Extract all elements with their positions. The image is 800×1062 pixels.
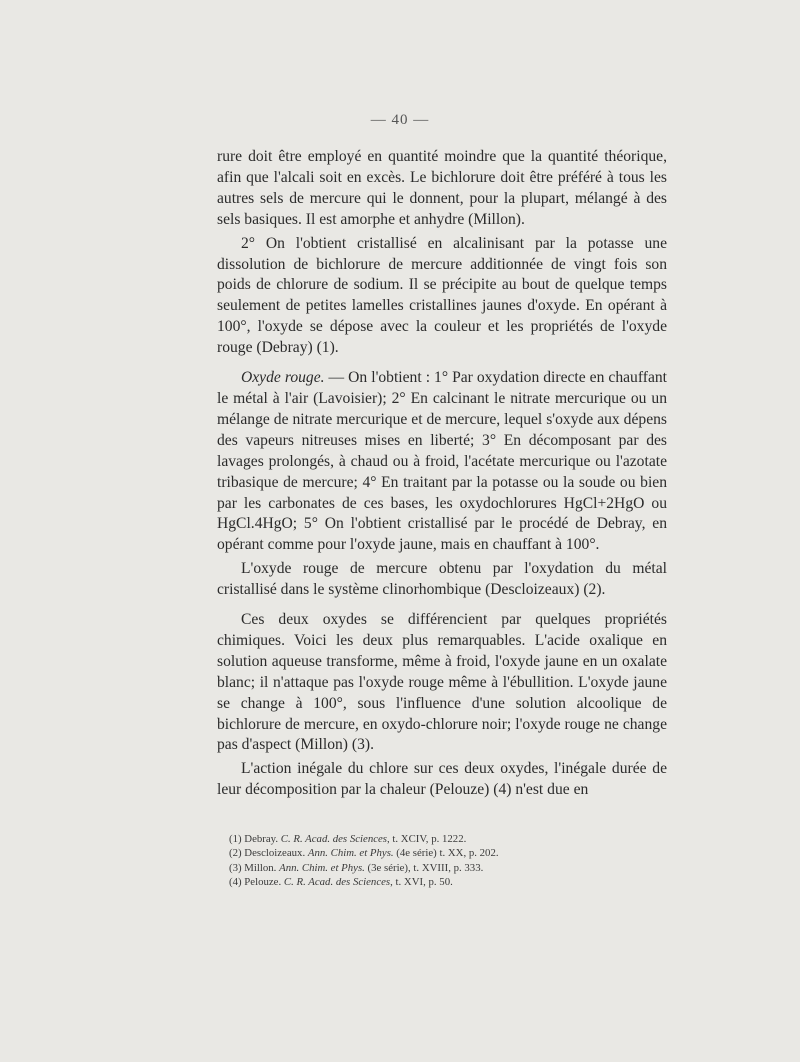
body-text <box>217 147 667 801</box>
page-number: — 40 — <box>370 112 430 128</box>
footnote <box>229 846 659 860</box>
footnote-rest: , t. XCIV, p. 1222. <box>387 833 467 845</box>
paragraph-text: — On l'obtient : 1° Par oxydation directe en chauffant le métal à l'air (Lavoisier); 2° En calcinant le nitrate mercurique ou un mélange de nitrate mercurique et de mercure, lequel s'oxyde aux dépens des vapeurs nitreuses mises en liberté; 3° En décomposant par des lavages prolongés, à chaud ou à froid, l'acétate mercurique ou l'azotate tribasique de mercure; 4° En traitant par la potasse ou la soude ou bien par les carbonates de ces bases, les oxydochlorures HgCl+2HgO ou HgCl.4HgO; 5° On l'obtient cristallisé par le procédé de Debray, en opérant comme pour l'oxyde jaune, mais en chauffant à 100°. <box>217 369 668 554</box>
footnote-prefix: (4) Pelouze. <box>229 875 284 888</box>
paragraph: 2° On l'obtient cristallisé en alcalinisant par la potasse une dissolution de bichlorure de mercure additionnée de vingt fois son poids de chlorure de sodium. Il se précipite au bout de quelque temps seulement de petites lamelles cristallines jaunes d'oxyde. En opérant à 100°, l'oxyde se dépose avec la couleur et les propriétés de l'oxyde rouge (Debray) (1). <box>217 234 667 357</box>
paragraph: rure doit être employé en quantité moindre que la quantité théorique, afin que l'alcali soit en excès. Le bichlorure doit être préféré à tous les autres sels de mercure qui le donnent, pour la plupart, mélangé à des sels basiques. Il est amorphe et anhydre (Millon). <box>217 148 667 228</box>
footnote <box>229 861 659 875</box>
footnote-prefix: (1) Debray. <box>229 833 281 845</box>
footnote <box>229 832 659 846</box>
footnote-source: Ann. Chim. et Phys. <box>279 861 365 874</box>
paragraph: Ces deux oxydes se différencient par quelques propriétés chimiques. Voici les deux plus remarquables. L'acide oxalique en solution aqueuse transforme, même à froid, l'oxyde jaune en un oxalate blanc; il n'attaque pas l'oxyde rouge même à l'ébullition. L'oxyde jaune se change à 100°, sous l'influence d'une solution alcoolique de bichlorure de mercure, en oxydo-chlorure noir; l'oxyde rouge ne change pas d'aspect (Millon) (3). <box>217 611 667 754</box>
footnote-prefix: (2) Descloizeaux. <box>229 847 308 860</box>
footnote-rest: , t. XVI, p. 50. <box>390 875 453 888</box>
paragraph: L'action inégale du chlore sur ces deux oxydes, l'inégale durée de leur décomposition par la chaleur (Pelouze) (4) n'est due en <box>217 760 667 799</box>
footnote-source: C. R. Acad. des Sciences <box>280 833 388 845</box>
footnote <box>229 875 659 889</box>
paragraph-lead: Oxyde rouge. <box>241 369 325 387</box>
footnote-prefix: (3) Millon. <box>229 861 280 874</box>
footnote-rest: (4e série) t. XX, p. 202. <box>393 847 499 860</box>
paragraph-oxyde-rouge <box>217 368 667 556</box>
footnote-rest: (3e série), t. XVIII, p. 333. <box>364 861 484 874</box>
footnote-source: Ann. Chim. et Phys. <box>307 847 394 860</box>
footnote-source: C. R. Acad. des Sciences <box>283 875 391 888</box>
footnotes <box>229 832 659 889</box>
paragraph: L'oxyde rouge de mercure obtenu par l'oxydation du métal cristallisé dans le système clinorhombique (Descloizeaux) (2). <box>217 560 667 599</box>
